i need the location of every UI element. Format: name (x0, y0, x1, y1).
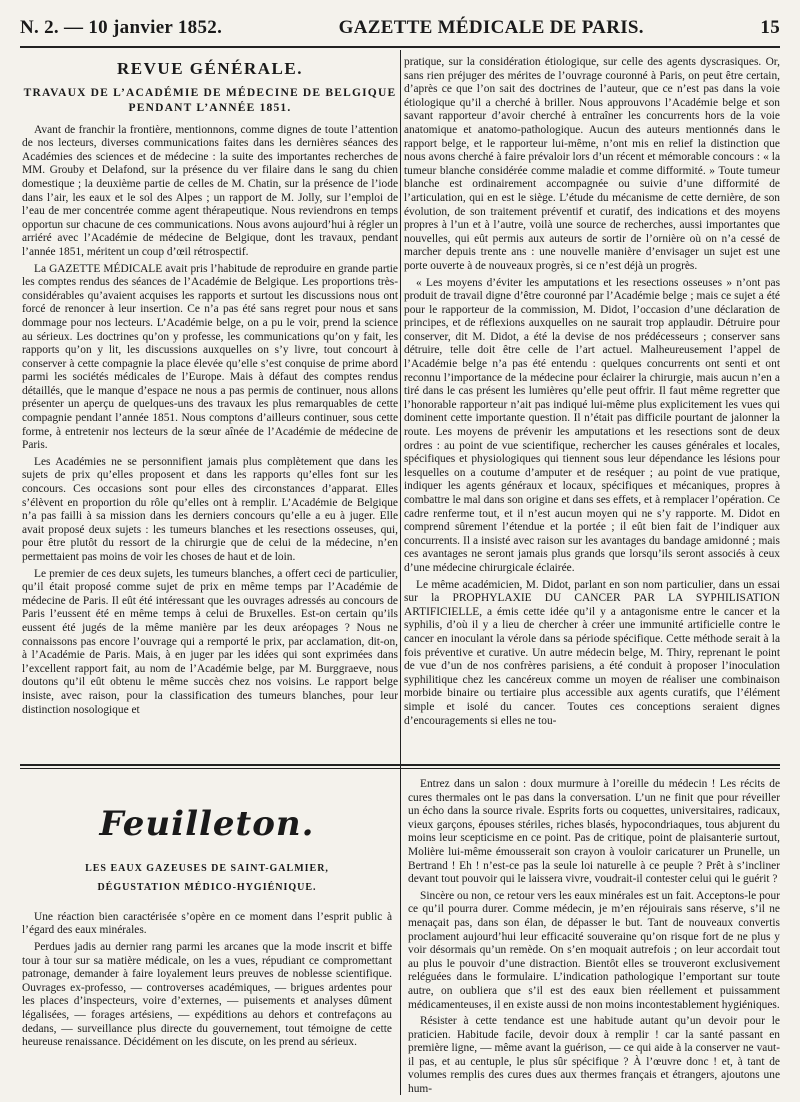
feuilleton-left-column (22, 778, 392, 1098)
review-right-column (404, 56, 780, 760)
feuilleton-subheading: DÉGUSTATION MÉDICO-HYGIÉNIQUE. (97, 882, 317, 894)
column-divider (400, 50, 401, 1095)
review-left-column (22, 56, 398, 760)
paragraph: Sincère ou non, ce retour vers les eaux minérales est un fait. Acceptons-le pour ce qu’il pourra durer. Comme médecin, je m’en réjouirais sans réserve, s’il ne menaçait pas, dans son élan, de dépasser le but. Tant de nouveaux convertis proclament aujourd’hui leur efficacité souveraine qu’on risque fort de ne plus y voir désormais qu’un remède. On s’en moquait autrefois ; on leur accordait tout au plus le pouvoir d’une distraction. Bientôt elles se trouveront exclusivement reléguées dans le formulaire. L’indication pathologique l’emportant sur toute autre, on oubliera que s’il est des eaux bien réellement et puissamment médicamenteuses, il en existe aussi de non moins incontestablement hygiéniques. (408, 889, 780, 1011)
paragraph: « Les moyens d’éviter les amputations et les resections osseuses » n’ont pas produit de travail digne d’être couronné par l’Académie belge ; mais ce sujet a été pour le rapporteur de la commission, M. Didot, l’occasion d’une déclaration de principes, et de réflexions auxquelles on ne saurait trop applaudir. Détruire pour conserver, dit M. Didot, a été la devise de nos prédécesseurs ; conserver sans détruire, telle doit être celle de l’art actuel. Malheureusement l’appel de l’Académie belge n’a pas été entendu : quelques concurrents ont senti et ont reconnu l’importance de la médecine pour éclairer la chirurgie, mais aucun n’en a tiré dans le cas présent les lumières qu’elle peut offrir. Il faut même regretter que l’honorable rapporteur n’ait pas indiqué lui-même plus explicitement les vues qui dominent cette importante question. Il n’était pas difficile pourtant de jalonner la route. Les moyens de prévenir les amputations et les resections sont de deux ordres : au point de vue scientifique, rechercher les causes générales et locales, spécifiques et physiologiques qui tiennent sous leur dépendance les lésions pour lesquelles on a coutume d’amputer et de reséquer ; au point de vue pratique, indiquer les agents généraux et locaux, spécifiques et mécaniques, propres à combattre le mal dans son origine et dans ses effets, et à remplacer l’opération. Ce cadre renferme tout, et il n’est aucun moyen qui ne s’y rapporte. M. Didot en comprend sûrement l’étendue et la portée ; il eût bien fait de l’indiquer aux concurrents. Il a insisté avec raison sur les avantages du bandage amidonné ; mais ces avantages ne seront jamais plus grands que lorsqu’ils seront associés à ceux d’une médecine chirurgicale éclairée. (404, 276, 780, 574)
section-title: REVUE GÉNÉRALE. (117, 59, 303, 78)
paragraph: Perdues jadis au dernier rang parmi les arcanes que la mode inscrit et biffe tour à tour sur sa matière médicale, on les a vues, répudiant ce compromettant patronage, demander à faire loyalement leurs preuves de noblesse scientifique. Ouvrages ex-professo, — controverses académiques, — brigues ardentes pour les places d’inspecteurs, voire d’externes, — puisements et analyses dûment légalisées, — forages artésiens, — expéditions au dehors et contrefaçons au dedans, — surveillance plus directe du gouvernement, tout témoigne de cette heureuse renaissance. Décidément on les discute, on les prend au sérieux. (22, 940, 392, 1049)
paragraph: Une réaction bien caractérisée s’opère en ce moment dans l’esprit public à l’égard des eaux minérales. (22, 910, 392, 937)
paragraph: Le même académicien, M. Didot, parlant en son nom particulier, dans un essai sur la PROPHYLAXIE DU CANCER PAR LA SYPHILISATION ARTIFICIELLE, a émis cette idée qu’il y a antagonisme entre le cancer et la syphilis, d’où il y a lieu de chercher à créer une immunité artificielle contre le cancer en inoculant la vérole dans sa période spécifique. Cette méthode serait à la fois préventive et curative. Un autre médecin belge, M. Thiry, reprenant le point de vue d’un de nos confrères parisiens, a été conduit à proposer l’inoculation syphilitique chez les cancéreux comme un moyen de réaliser une combinaison morbide binaire ou tertiaire plus accessible aux agents curatifs, que l’élément simple et isolé du cancer. Toutes ces conceptions seraient dignes d’encouragements si elles ne tou- (404, 578, 780, 727)
feuilleton-heading: LES EAUX GAZEUSES DE SAINT-GALMIER, (85, 862, 329, 874)
paragraph: Entrez dans un salon : doux murmure à l’oreille du médecin ! Les récits de cures thermales ont le pas dans la conversation. L’un ne finit que pour réveiller un écho dans la source rivale. Esprits forts ou coquettes, universitaires, radicaux, vieux garçons, épouses stériles, riches blasés, hypocondriaques, tous abjurent du moins leur scepticisme en ce point. Pas de critique, point de plaisanterie surtout, Molière lui-même émousserait son crayon à vouloir caricaturer un Prunelle, un Bertrand ! Eh ! n’est-ce pas la seule loi naturelle à ce peuple ? Prêt à s’incliner devant tout pouvoir qui le laissera vivre, voudrait-il contester celui qui le guérit ? (408, 778, 780, 886)
feuilleton-right-column (408, 778, 780, 1098)
subtitle-line-1: TRAVAUX DE L’ACADÉMIE DE MÉDECINE DE BELGIQUE (23, 86, 397, 99)
section-subtitle (22, 86, 398, 116)
paragraph: Résister à cette tendance est une habitude autant qu’un devoir pour le praticien. Habitude facile, devoir doux à remplir ! car la santé passant en première ligne, — même avant la guérison, — ce qui aide à la conserver ne vaut-il pas, et au centuple, le plus sûr spécifique ? À l’œuvre donc ! et, à tant de volumes remplis des cures dues aux thermes français et étrangers, ajoutons une hum- (408, 1015, 780, 1096)
feuilleton-rule (20, 764, 780, 766)
issue-date: N. 2. — 10 janvier 1852. (20, 17, 223, 38)
subtitle-line-2: PENDANT L’ANNÉE 1851. (128, 101, 292, 114)
paragraph: pratique, sur la considération étiologique, sur celle des agents dyscrasiques. Or, sans rien préjuger des mérites de l’ouvrage couronné à Paris, on peut être certain, d’après ce que l’on sait des doctrines de l’auteur, que ce n’est pas dans la voie étiologique qu’il a cherché à briller. Nous approuvons l’Académie belge et son savant rapporteur d’avoir cherché à entraîner les concurrents hors de la voie anatomique et anatomo-pathologique. Aucun des auteurs mentionnés dans le rapport belge, et le rapporteur lui-même, n’ont mis en relief la distinction que nous avons cherché à faire prévaloir lors d’un récent et mémorable concours : « la tumeur blanche considérée comme maladie et comme difformité. » Toute tumeur blanche est ordinairement accompagnée ou suivie d’une difformité de l’articulation, qui en est le siège. L’étude du mécanisme de cette dernière, de son évolution, de son traitement préventif et curatif, des indications et des moyens propres à l’un et à l’autre, voilà une source de recherches, aussi importantes que nouvelles, qui eût permis aux auteurs de sortir de l’ornière où on n’a cessé de marcher depuis trente ans : une nouvelle manière d’envisager un sujet est une porte ouverte à de nouveaux progrès, si ce n’est déjà un progrès. (404, 56, 780, 272)
feuilleton-rule-thin (20, 768, 780, 769)
page-number: 15 (760, 17, 780, 38)
paragraph: Les Académies ne se personnifient jamais plus complètement que dans les sujets de prix qu’elles proposent et dans les rapports qu’elles font sur les concours. Ces occasions sont pour elles des circonstances d’apparat. Elles s’élèvent en proportion du rôle qu’elles ont à remplir. L’Académie de Belgique n’a pas failli à sa mission dans les derniers concours qu’elle a eu à juger. Elle avait proposé deux sujets : les tumeurs blanches et les resections osseuses, qui, pour être plutôt du ressort de la chirurgie que de celui de la médecine, n’en permettaient pas moins de voir les choses de haut et de loin. (22, 455, 398, 563)
feuilleton-title: Feuilleton. (99, 804, 315, 844)
paragraph: Avant de franchir la frontière, mentionnons, comme dignes de toute l’attention de nos lecteurs, diverses communications faites dans les dernières séances des Académies des sciences et de médecine : la suite des importantes recherches de MM. Grouby et Delafond, sur la présence du ver filaire dans le sang du chien domestique ; la deuxième partie de celles de M. Chatin, sur la présence de l’iode dans l’air, les eaux et le sol des Alpes ; un rapport de M. Jolly, sur l’emploi de l’eau de mer concentrée comme agent thérapeutique. Nous reviendrons en temps opportun sur chacune de ces communications. Nous avons aujourd’hui à régler un arriéré avec l’Académie de médecine de Belgique, dont les travaux, pendant l’année 1851, méritent un coup d’œil rétrospectif. (22, 123, 398, 258)
paragraph: Le premier de ces deux sujets, les tumeurs blanches, a offert ceci de particulier, qu’il était proposé comme sujet de prix en même temps par l’Académie de médecine de Paris. Il eût été intéressant que les ouvrages adressés au concours de Paris l’eussent été en même temps à celui de Bruxelles. Est-on certain qu’ils eussent été jugés de la même manière par les deux aréopages ? Nous ne connaissons pas encore l’ouvrage qui a remporté le prix, par acclamation, dit-on, à l’Académie de Paris. Mais, à en juger par les idées qui sont exprimées dans l’excellent rapport fait, au nom de l’Académie belge, par M. Burggraeve, nous doutons qu’il eût obtenu le même succès chez nos voisins. Le rapport belge insiste, avec raison, pour la classification des tumeurs blanches, pour leur distinction nosologique et (22, 567, 398, 716)
paragraph: La GAZETTE MÉDICALE avait pris l’habitude de reproduire en grande partie les comptes rendus des séances de l’Académie de Belgique. Les proportions très-considérables qu’avaient acquises les rapports et surtout les discussions nous ont forcé de renoncer à leur insertion. Ce n’a pas été sans regret pour nous et sans dommage pour nos lecteurs. L’Académie belge, on a pu le voir, prend la science au sérieux. Les doctrines qu’on y professe, les communications qu’on y fait, les rapports qu’on y lit, les discussions auxquelles on s’y livre, tout concourt à conserver à cette compagnie la place élevée qu’elle s’est conquise de prime abord parmi les sociétés médicales de l’Europe. Mais à défaut des comptes rendus détaillés, que le manque d’espace ne nous a pas permis de continuer, nous allons présenter un aperçu de quelques-uns des travaux les plus remarquables de cette compagnie pendant l’année 1851. Nous comptons d’ailleurs continuer, sous cette forme, à entretenir nos lecteurs de la sœur aînée de l’Académie de médecine de Paris. (22, 262, 398, 452)
journal-title: GAZETTE MÉDICALE DE PARIS. (338, 17, 644, 38)
page-header (20, 10, 780, 48)
